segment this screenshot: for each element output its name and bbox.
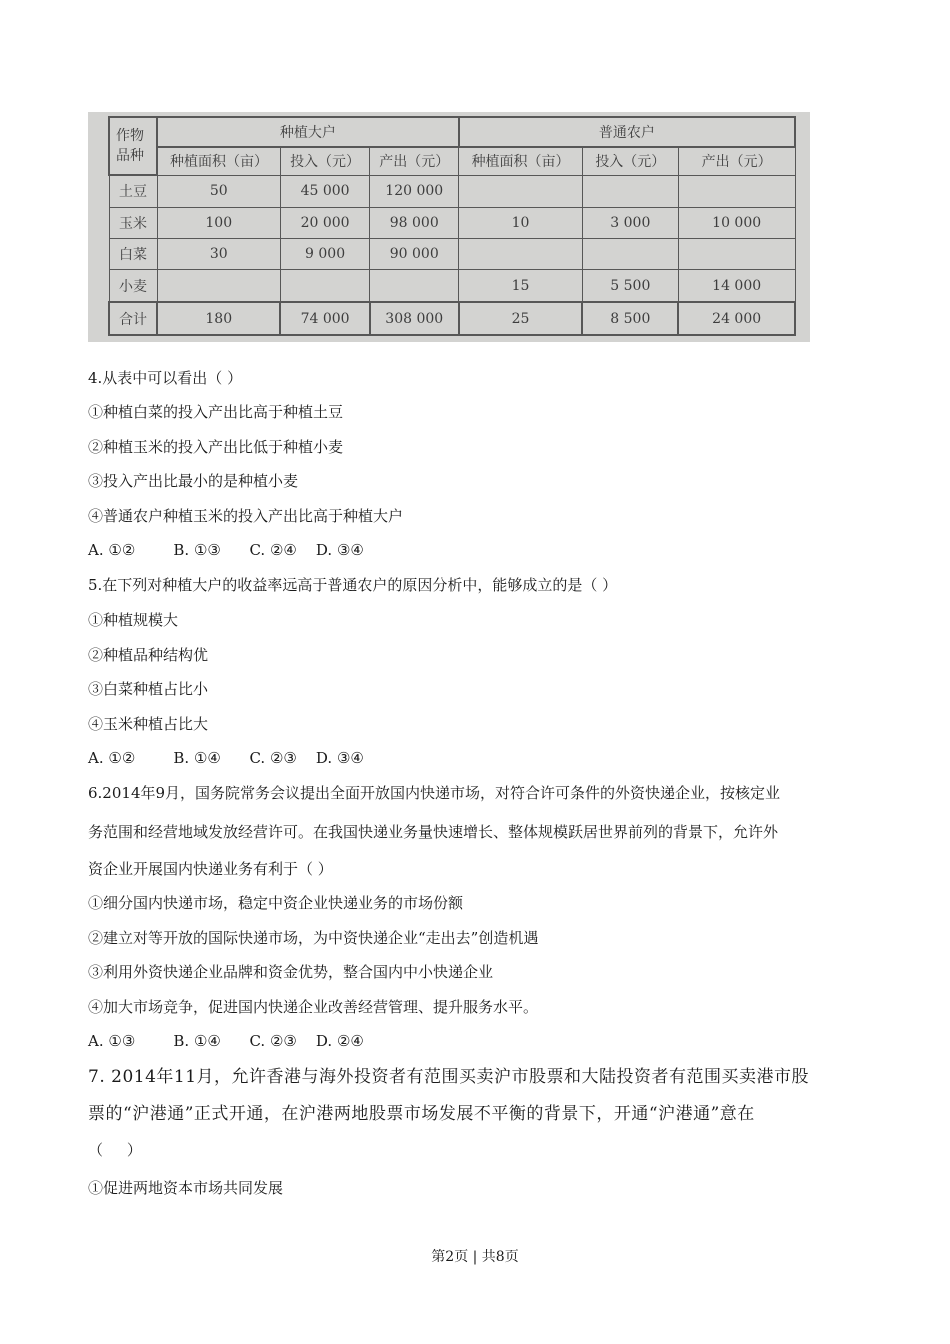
table-row: 小麦 15 5 500 14 000 xyxy=(109,270,795,302)
q4-stem: 4.从表中可以看出（ ） xyxy=(88,369,243,387)
q4-option-4: ④普通农户种植玉米的投入产出比高于种植大户 xyxy=(88,507,404,525)
q4-answers: A. ①② B. ①③ C. ②④ D. ③④ xyxy=(88,541,364,559)
col-area-normal: 种植面积（亩） xyxy=(459,147,582,175)
col-input-large: 投入（元） xyxy=(280,147,369,175)
table-row: 白菜 30 9 000 90 000 xyxy=(109,239,795,270)
q5-option-1: ①种植规模大 xyxy=(88,611,179,629)
q6-option-3: ③利用外资快递企业品牌和资金优势，整合国内中小快递企业 xyxy=(88,963,494,981)
table-row: 玉米 100 20 000 98 000 10 3 000 10 000 xyxy=(109,207,795,238)
group-normal-farmer: 普通农户 xyxy=(459,117,795,147)
crop-data-table xyxy=(108,116,796,336)
group-large-farmer: 种植大户 xyxy=(157,117,459,147)
header-crop: 作物 品种 xyxy=(109,117,157,175)
q7-stem-line-2: 票的“沪港通”正式开通，在沪港两地股票市场发展不平衡的背景下，开通“沪港通”意在 xyxy=(88,1104,755,1124)
table-row: 土豆 50 45 000 120 000 xyxy=(109,175,795,207)
q5-option-2: ②种植品种结构优 xyxy=(88,646,209,664)
q4-option-2: ②种植玉米的投入产出比低于种植小麦 xyxy=(88,438,344,456)
q6-option-2: ②建立对等开放的国际快递市场，为中资快递企业“走出去”创造机遇 xyxy=(88,929,539,947)
q6-answers: A. ①③ B. ①④ C. ②③ D. ②④ xyxy=(88,1032,364,1050)
q7-stem-line-3: （ ） xyxy=(88,1141,142,1159)
scanned-table-image xyxy=(88,112,810,342)
q4-option-1: ①种植白菜的投入产出比高于种植土豆 xyxy=(88,403,344,421)
q5-answers: A. ①② B. ①④ C. ②③ D. ③④ xyxy=(88,749,364,767)
col-input-normal: 投入（元） xyxy=(582,147,678,175)
q6-stem-line-2: 务范围和经营地域发放经营许可。在我国快递业务量快速增长、整体规模跃居世界前列的背景下，允许外 xyxy=(88,823,779,841)
col-area-large: 种植面积（亩） xyxy=(157,147,280,175)
q5-stem: 5.在下列对种植大户的收益率远高于普通农户的原因分析中，能够成立的是（ ） xyxy=(88,576,618,594)
q7-option-1: ①促进两地资本市场共同发展 xyxy=(88,1179,284,1197)
col-output-normal: 产出（元） xyxy=(678,147,795,175)
col-output-large: 产出（元） xyxy=(370,147,459,175)
q7-stem-line-1: 7. 2014年11月，允许香港与海外投资者有范围买卖沪市股票和大陆投资者有范围买卖港市股 xyxy=(88,1067,810,1087)
q6-option-1: ①细分国内快递市场，稳定中资企业快递业务的市场份额 xyxy=(88,894,464,912)
q6-option-4: ④加大市场竞争，促进国内快递企业改善经营管理、提升服务水平。 xyxy=(88,998,539,1016)
q6-stem-line-3: 资企业开展国内快递业务有利于（ ） xyxy=(88,860,333,878)
q6-stem-line-1: 6.2014年9月，国务院常务会议提出全面开放国内快递市场，对符合许可条件的外资快递企业，按核定业 xyxy=(88,784,781,802)
q5-option-3: ③白菜种植占比小 xyxy=(88,680,209,698)
q5-option-4: ④玉米种植占比大 xyxy=(88,715,209,733)
table-row-total: 合计 180 74 000 308 000 25 8 500 24 000 xyxy=(109,302,795,335)
q4-option-3: ③投入产出比最小的是种植小麦 xyxy=(88,472,299,490)
page-footer: 第2页 | 共8页 xyxy=(431,1249,519,1265)
